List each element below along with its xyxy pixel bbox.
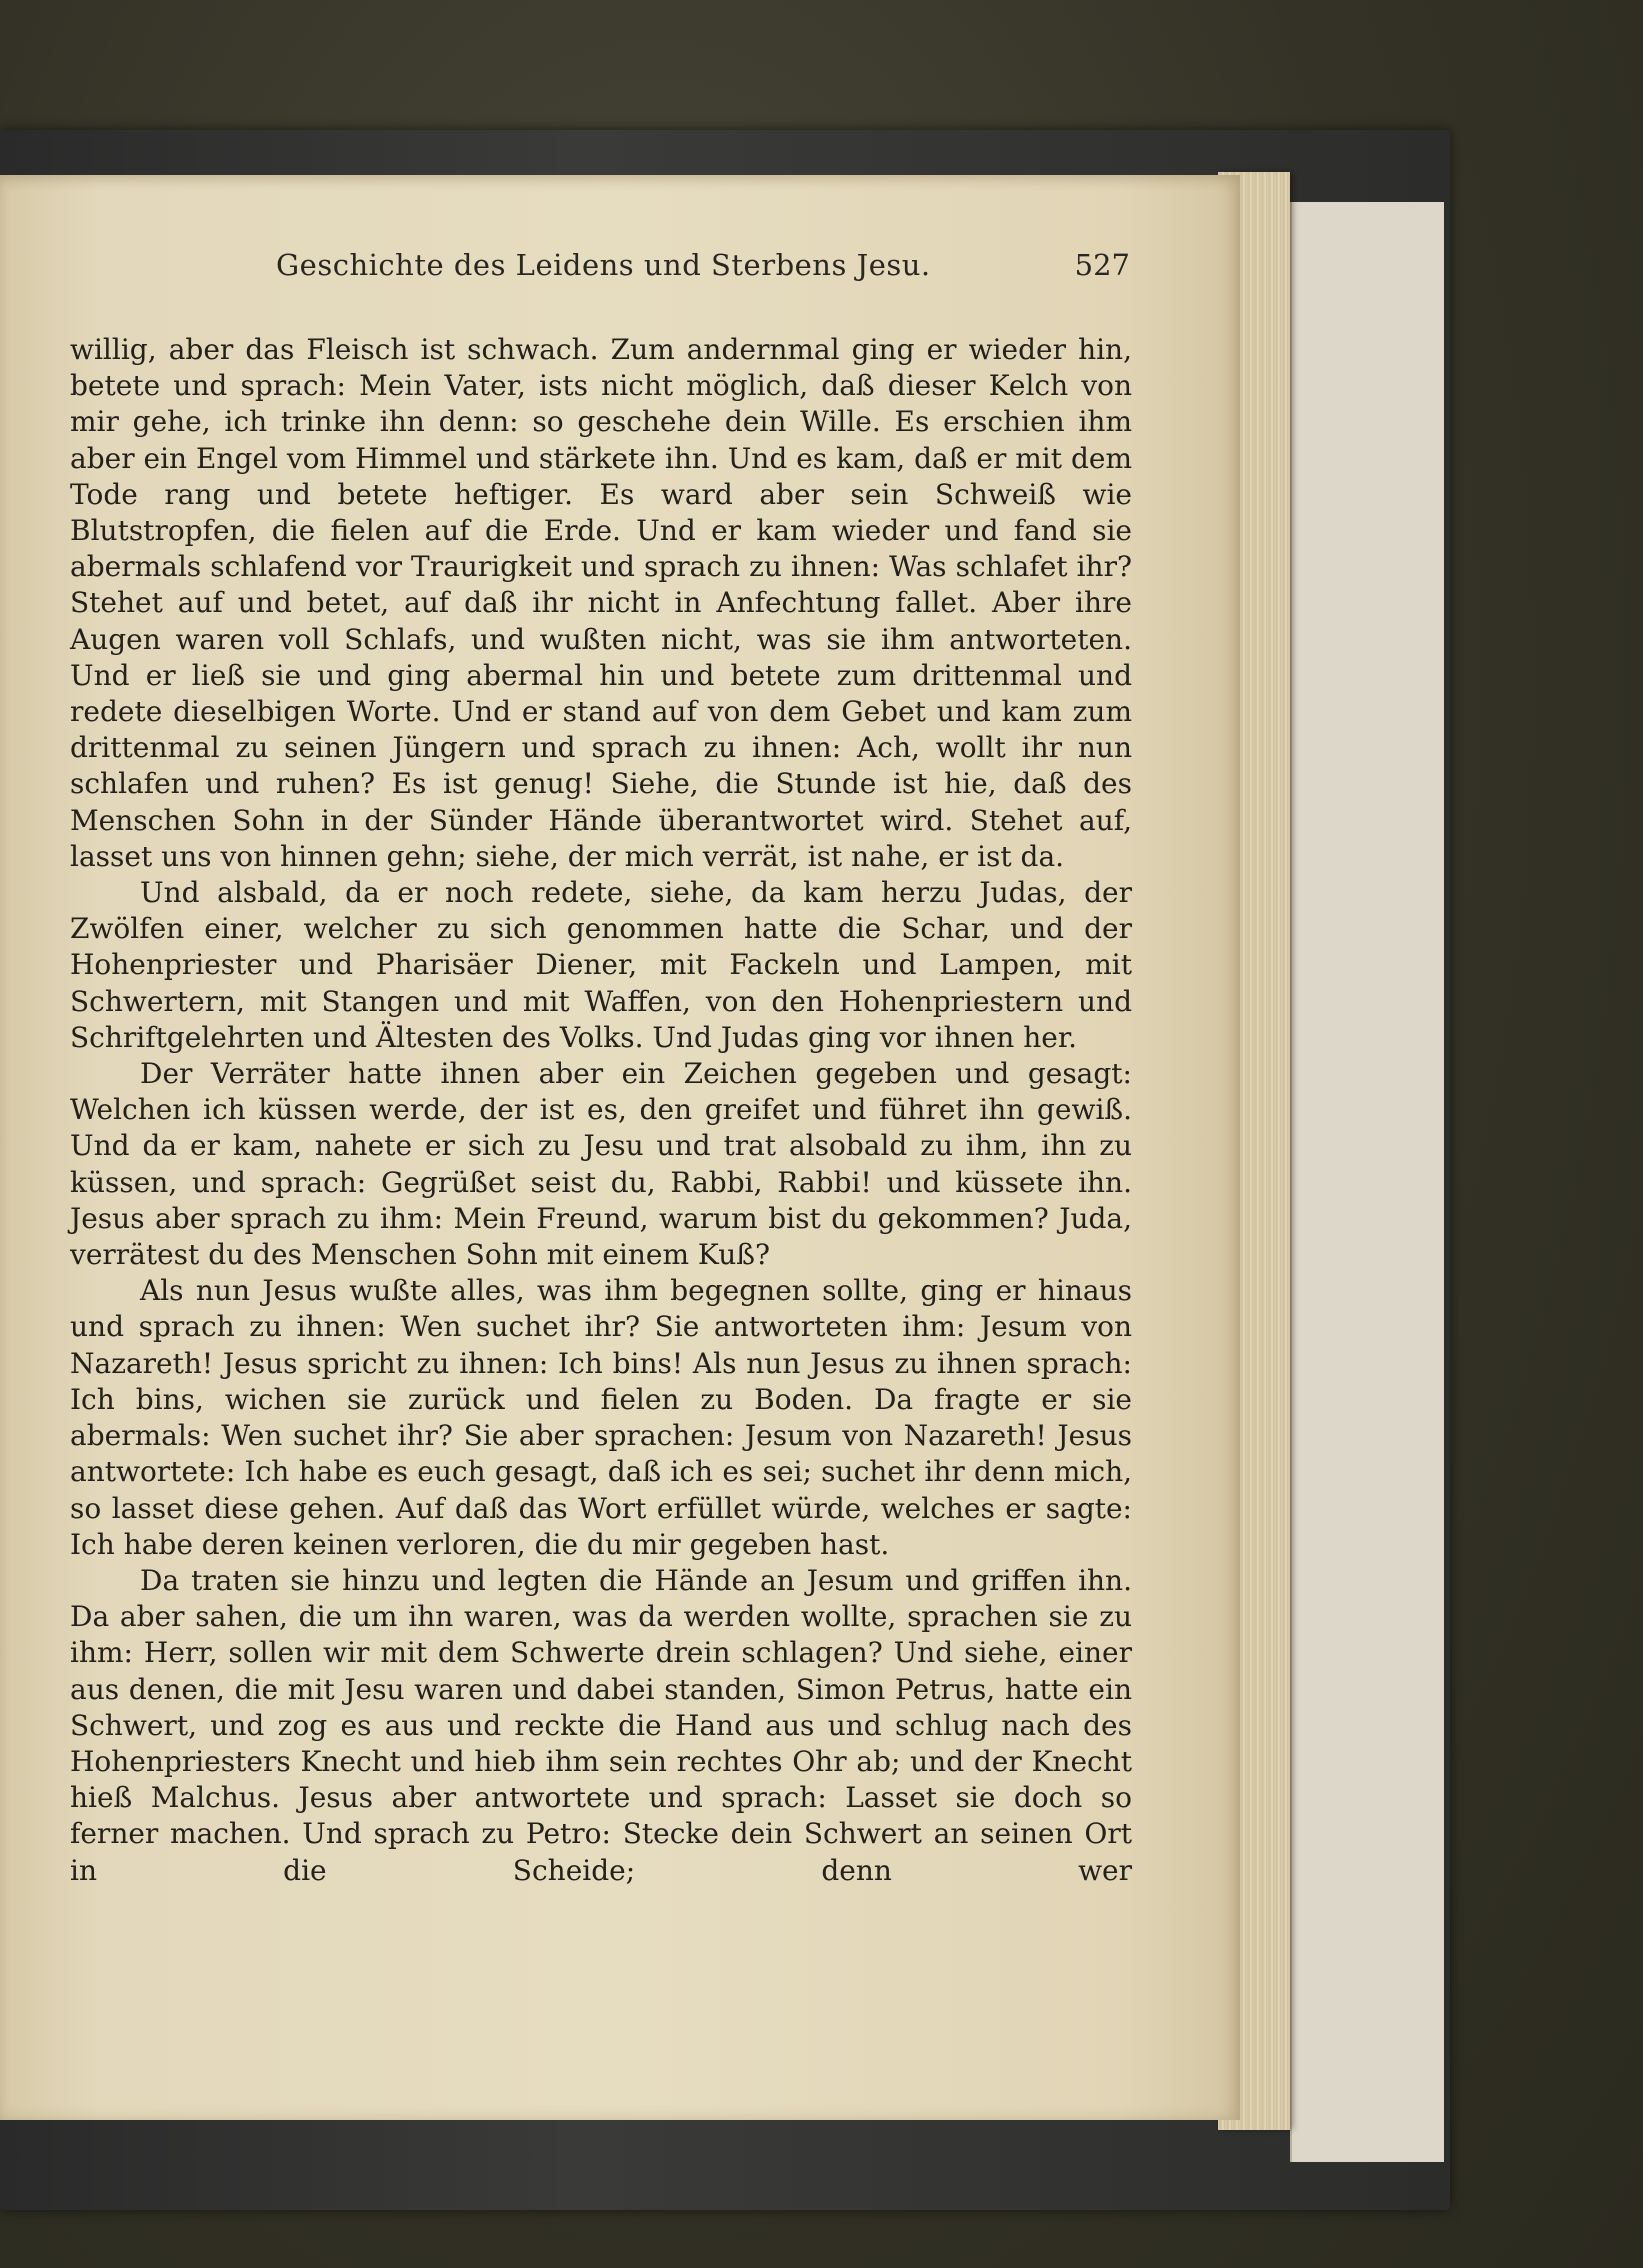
paragraph: Der Verräter hatte ihnen aber ein Zeichen gegeben und gesagt: Welchen ich küssen werde, der ist es, den greifet und führet ihn gewiß. Und da er kam, nahete er sich zu Jesu und trat alsobald zu ihm, ihn zu küssen, und sprach: Gegrüßet seist du, Rabbi, Rabbi! und küssete ihn. Jesus aber sprach zu ihm: Mein Freund, warum bist du gekommen? Juda, verrätest du des Menschen Sohn mit einem Kuß? (70, 1057, 1132, 1272)
running-title: Geschichte des Leidens und Sterbens Jesu. (276, 248, 931, 282)
paragraph: willig, aber das Fleisch ist schwach. Zum andernmal ging er wieder hin, betete und sprach: Mein Vater, ists nicht möglich, daß dieser Kelch von mir gehe, ich trinke ihn denn: so geschehe dein Wille. Es erschien ihm aber ein Engel vom Himmel und stärkete ihn. Und es kam, daß er mit dem Tode rang und betete heftiger. Es ward aber sein Schweiß wie Blutstropfen, die fielen auf die Erde. Und er kam wieder und fand sie abermals schlafend vor Traurigkeit und sprach zu ihnen: Was schlafet ihr? Stehet auf und betet, auf daß ihr nicht in Anfechtung fallet. Aber ihre Augen waren voll Schlafs, und wußten nicht, was sie ihm antworteten. Und er ließ sie und ging abermal hin und betete zum drittenmal und redete dieselbigen Worte. Und er stand auf von dem Gebet und kam zum drittenmal zu seinen Jüngern und sprach zu ihnen: Ach, wollt ihr nun schlafen und ruhen? Es ist genug! Siehe, die Stunde ist hie, daß des Menschen Sohn in der Sünder Hände überantwortet wird. Stehet auf, lasset uns von hinnen gehn; siehe, der mich verrät, ist nahe, er ist da. (70, 333, 1132, 873)
page-number: 527 (1074, 248, 1130, 282)
page-header (276, 248, 1130, 292)
body-text (70, 332, 1132, 1889)
book-back-board (1290, 202, 1444, 2162)
paragraph: Und alsbald, da er noch redete, siehe, da kam herzu Judas, der Zwölfen einer, welcher zu sich genommen hatte die Schar, und der Hohenpriester und Pharisäer Diener, mit Fackeln und Lampen, mit Schwertern, mit Stangen und mit Waffen, von den Hohenpriestern und Schriftgelehrten und Ältesten des Volks. Und Judas ging vor ihnen her. (70, 876, 1132, 1054)
paragraph: Als nun Jesus wußte alles, was ihm begegnen sollte, ging er hinaus und sprach zu ihnen: Wen suchet ihr? Sie antworteten ihm: Jesum von Nazareth! Jesus spricht zu ihnen: Ich bins! Als nun Jesus zu ihnen sprach: Ich bins, wichen sie zurück und fielen zu Boden. Da fragte er sie abermals: Wen suchet ihr? Sie aber sprachen: Jesum von Nazareth! Jesus antwortete: Ich habe es euch gesagt, daß ich es sei; suchet ihr denn mich, so lasset diese gehen. Auf daß das Wort erfüllet würde, welches er sagte: Ich habe deren keinen verloren, die du mir gegeben hast. (70, 1274, 1132, 1561)
paragraph: Da traten sie hinzu und legten die Hände an Jesum und griffen ihn. Da aber sahen, die um ihn waren, was da werden wollte, sprachen sie zu ihm: Herr, sollen wir mit dem Schwerte drein schlagen? Und siehe, einer aus denen, die mit Jesu waren und dabei standen, Simon Petrus, hatte ein Schwert, und zog es aus und reckte die Hand aus und schlug nach des Hohenpriesters Knecht und hieb ihm sein rechtes Ohr ab; und der Knecht hieß Malchus. Jesus aber antwortete und sprach: Lasset sie doch so ferner machen. Und sprach zu Petro: Stecke dein Schwert an seinen Ort in die Scheide; denn wer (70, 1563, 1132, 1887)
